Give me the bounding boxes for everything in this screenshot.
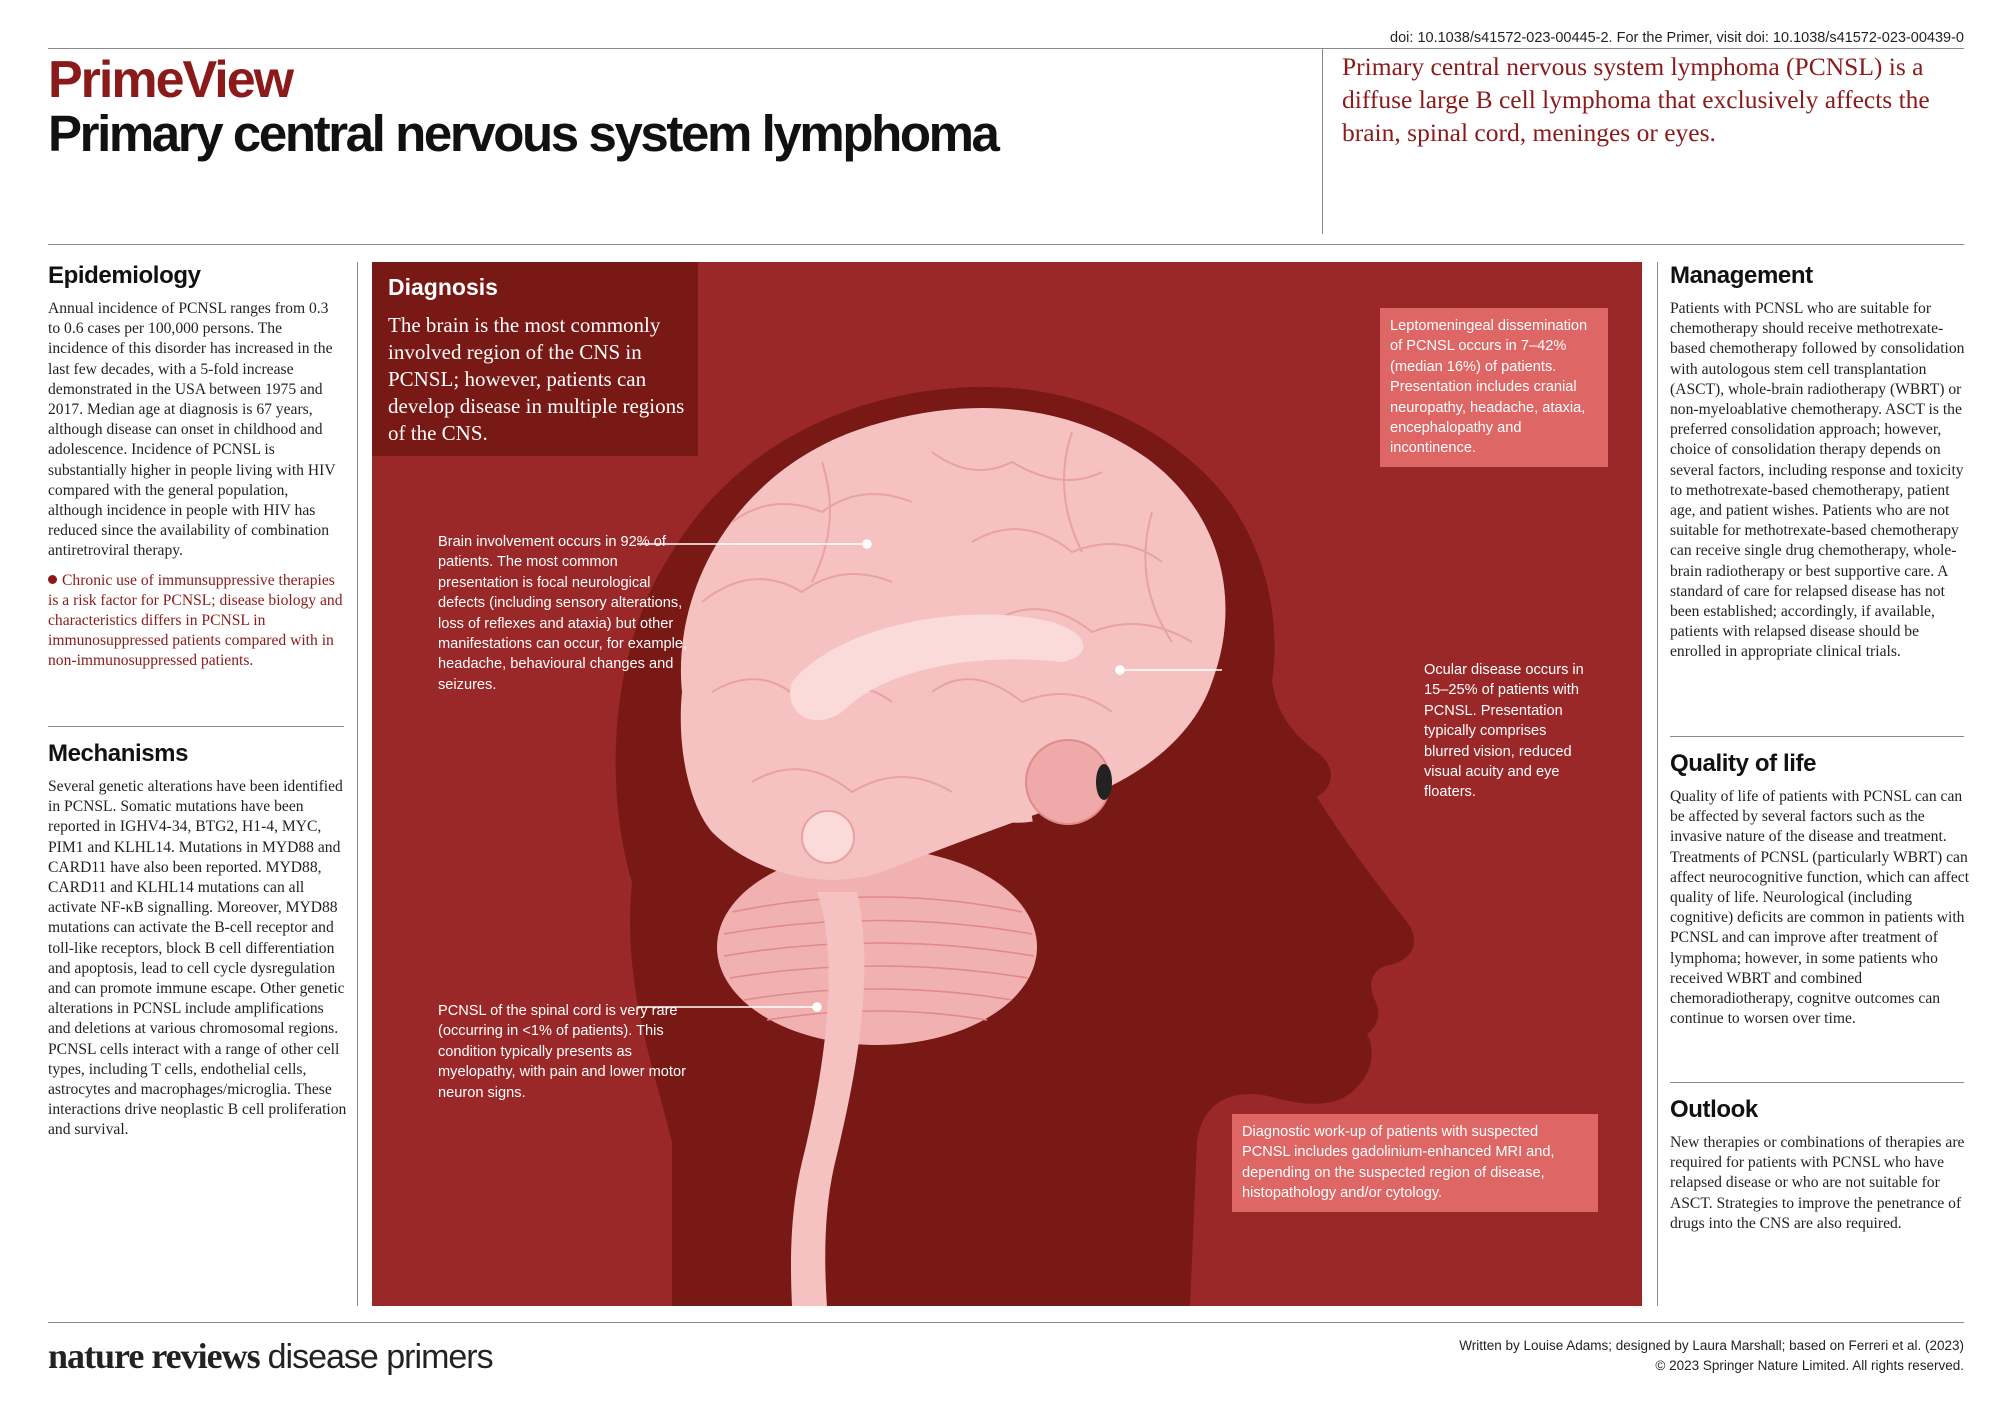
leptomeningeal-callout: Leptomeningeal dissemination of PCNSL occurs in 7–42% (median 16%) of patients. Presentation includes cranial neuropathy, headache, ataxia, encephalopathy and incontinence. [1380, 308, 1608, 467]
footer-rule [48, 1322, 1964, 1323]
page-title: Primary central nervous system lymphoma [48, 105, 998, 162]
doi-line: doi: 10.1038/s41572-023-00445-2. For the Primer, visit doi: 10.1038/s41572-023-00439-0 [1390, 30, 1964, 46]
header-rule [48, 48, 1964, 49]
management-section [1670, 262, 1970, 663]
iris-icon [1096, 764, 1112, 800]
epidemiology-text: Annual incidence of PCNSL ranges from 0.3 to 0.6 cases per 100,000 persons. The incidence of this disorder has increased in the last few decades, with a 5-fold increase demonstrated in the USA between 1975 and 2017. Median age at diagnosis is 67 years, although disease can onset in childhood and adolescence. Incidence of PCNSL is substantially higher in people living with HIV compared with the general population, although incidence in people with HIV has reduced since the availability of combination antiretroviral therapy. [48, 300, 336, 560]
section-rule [48, 244, 1964, 245]
credit-line-2: © 2023 Springer Nature Limited. All rights reserved. [1655, 1358, 1964, 1373]
management-title: Management [1670, 262, 1813, 289]
diagnosis-text: The brain is the most commonly involved region of the CNS in PCNSL; however, patients can develop disease in multiple regions of the CNS. [388, 313, 685, 445]
ocular-callout: Ocular disease occurs in 15–25% of patients with PCNSL. Presentation typically comprises blurred vision, reduced visual acuity and eye floaters. [1424, 662, 1584, 801]
left-divider [357, 262, 358, 1306]
intro-text: Primary central nervous system lymphoma (PCNSL) is a diffuse large B cell lymphoma that exclusively affects the brain, spinal cord, meninges or eyes. [1342, 52, 1930, 147]
brain-callout: Brain involvement occurs in 92% of patients. The most common presentation is focal neurological defects (including sensory alterations, loss of reflexes and ataxia) but other manifestations can occur, for example, headache, behavioural changes and seizures. [438, 534, 688, 693]
workup-callout: Diagnostic work-up of patients with suspected PCNSL includes gadolinium-enhanced MRI and, depending on the suspected region of disease, histopathology and/or cytology. [1232, 1114, 1598, 1212]
outlook-text: New therapies or combinations of therapies are required for patients with PCNSL who have relapsed disease or who are not suitable for ASCT. Strategies to improve the penetrance of drugs into the CNS are also required. [1670, 1134, 1965, 1232]
cerebellum [717, 849, 1037, 1045]
management-text: Patients with PCNSL who are suitable for chemotherapy should receive methotrexate-based chemotherapy followed by consolidation with autologous stem cell transplantation (ASCT), whole-brain radiotherapy (WBRT) or non-myeloablative chemotherapy. ASCT is the preferred consolidation approach; however, choice of consolidation therapy depends on several factors, including response and toxicity to methotrexate-based chemotherapy, patient age, and patient wishes. Patients who are not suitable for methotrexate-based chemotherapy can receive single drug chemotherapy, whole-brain radiotherapy or best supportive care. A standard of care for relapsed disease has not been established; accordingly, if available, patients with relapsed disease should be enrolled in appropriate clinical trials. [1670, 300, 1965, 661]
quality-section [1670, 750, 1970, 1029]
right-rule-2 [1670, 1082, 1964, 1083]
spinal-callout: PCNSL of the spinal cord is very rare (occurring in <1% of patients). This condition typically presents as myelopathy, with pain and lower motor neuron signs. [438, 1003, 686, 1101]
right-rule-1 [1670, 736, 1964, 737]
mechanisms-text: Several genetic alterations have been identified in PCNSL. Somatic mutations have been reported in IGHV4-34, BTG2, H1-4, MYC, PIM1 and KLHL14. Mutations in MYD88 and CARD11 have also been reported. MYD88, CARD11 and KLHL14 mutations can all activate NF-κB signalling. Moreover, MYD88 mutations can activate the B-cell receptor and toll-like receptors, block B cell differentiation and apoptosis, lead to cell cycle dysregulation and can promote immune escape. Other genetic alterations in PCNSL include amplifications and deletions at various chromosomal regions. PCNSL cells interact with a range of other cell types, including T cells, endothelial cells, astrocytes and macrophages/microglia. These interactions drive neoplastic B cell proliferation and survival. [48, 778, 347, 1139]
journal-logo-light: disease primers [267, 1338, 493, 1376]
epidemiology-section [48, 262, 343, 672]
mechanisms-section [48, 740, 348, 1141]
outlook-title: Outlook [1670, 1096, 1758, 1123]
journal-logo [48, 1335, 493, 1377]
right-divider [1657, 262, 1658, 1306]
brand-title: PrimeView [48, 51, 293, 109]
epidemiology-title: Epidemiology [48, 262, 201, 289]
bullet-dot-icon [48, 575, 57, 584]
outlook-section [1670, 1096, 1970, 1234]
mechanisms-title: Mechanisms [48, 740, 189, 767]
epidemiology-bullet-text: Chronic use of immunsuppressive therapies is a risk factor for PCNSL; disease biology and characteristics differs in PCNSL in immunosuppressed patients compared with in non-immunosuppressed patients. [48, 571, 343, 670]
credits [1459, 1336, 1964, 1376]
pons [802, 811, 854, 863]
journal-logo-bold: nature reviews [48, 1336, 260, 1376]
quality-title: Quality of life [1670, 750, 1817, 777]
quality-text: Quality of life of patients with PCNSL can can be affected by several factors such as the invasive nature of the disease and treatment. Treatments of PCNSL (particularly WBRT) can affect neurocognitive function, which can affect quality of life. Neurological (including cognitive) deficits are common in patients with PCNSL and can improve after treatment of lymphoma; however, in some patients who received WBRT and combined chemoradiotherapy, cognitve outcomes can continue to worsen over time. [1670, 788, 1970, 1028]
header-divider [1322, 48, 1323, 234]
credit-line-1: Written by Louise Adams; designed by Laura Marshall; based on Ferreri et al. (2023) [1459, 1338, 1964, 1353]
left-rule [48, 726, 344, 727]
epidemiology-bullet [48, 571, 343, 672]
diagnosis-title: Diagnosis [388, 274, 498, 300]
